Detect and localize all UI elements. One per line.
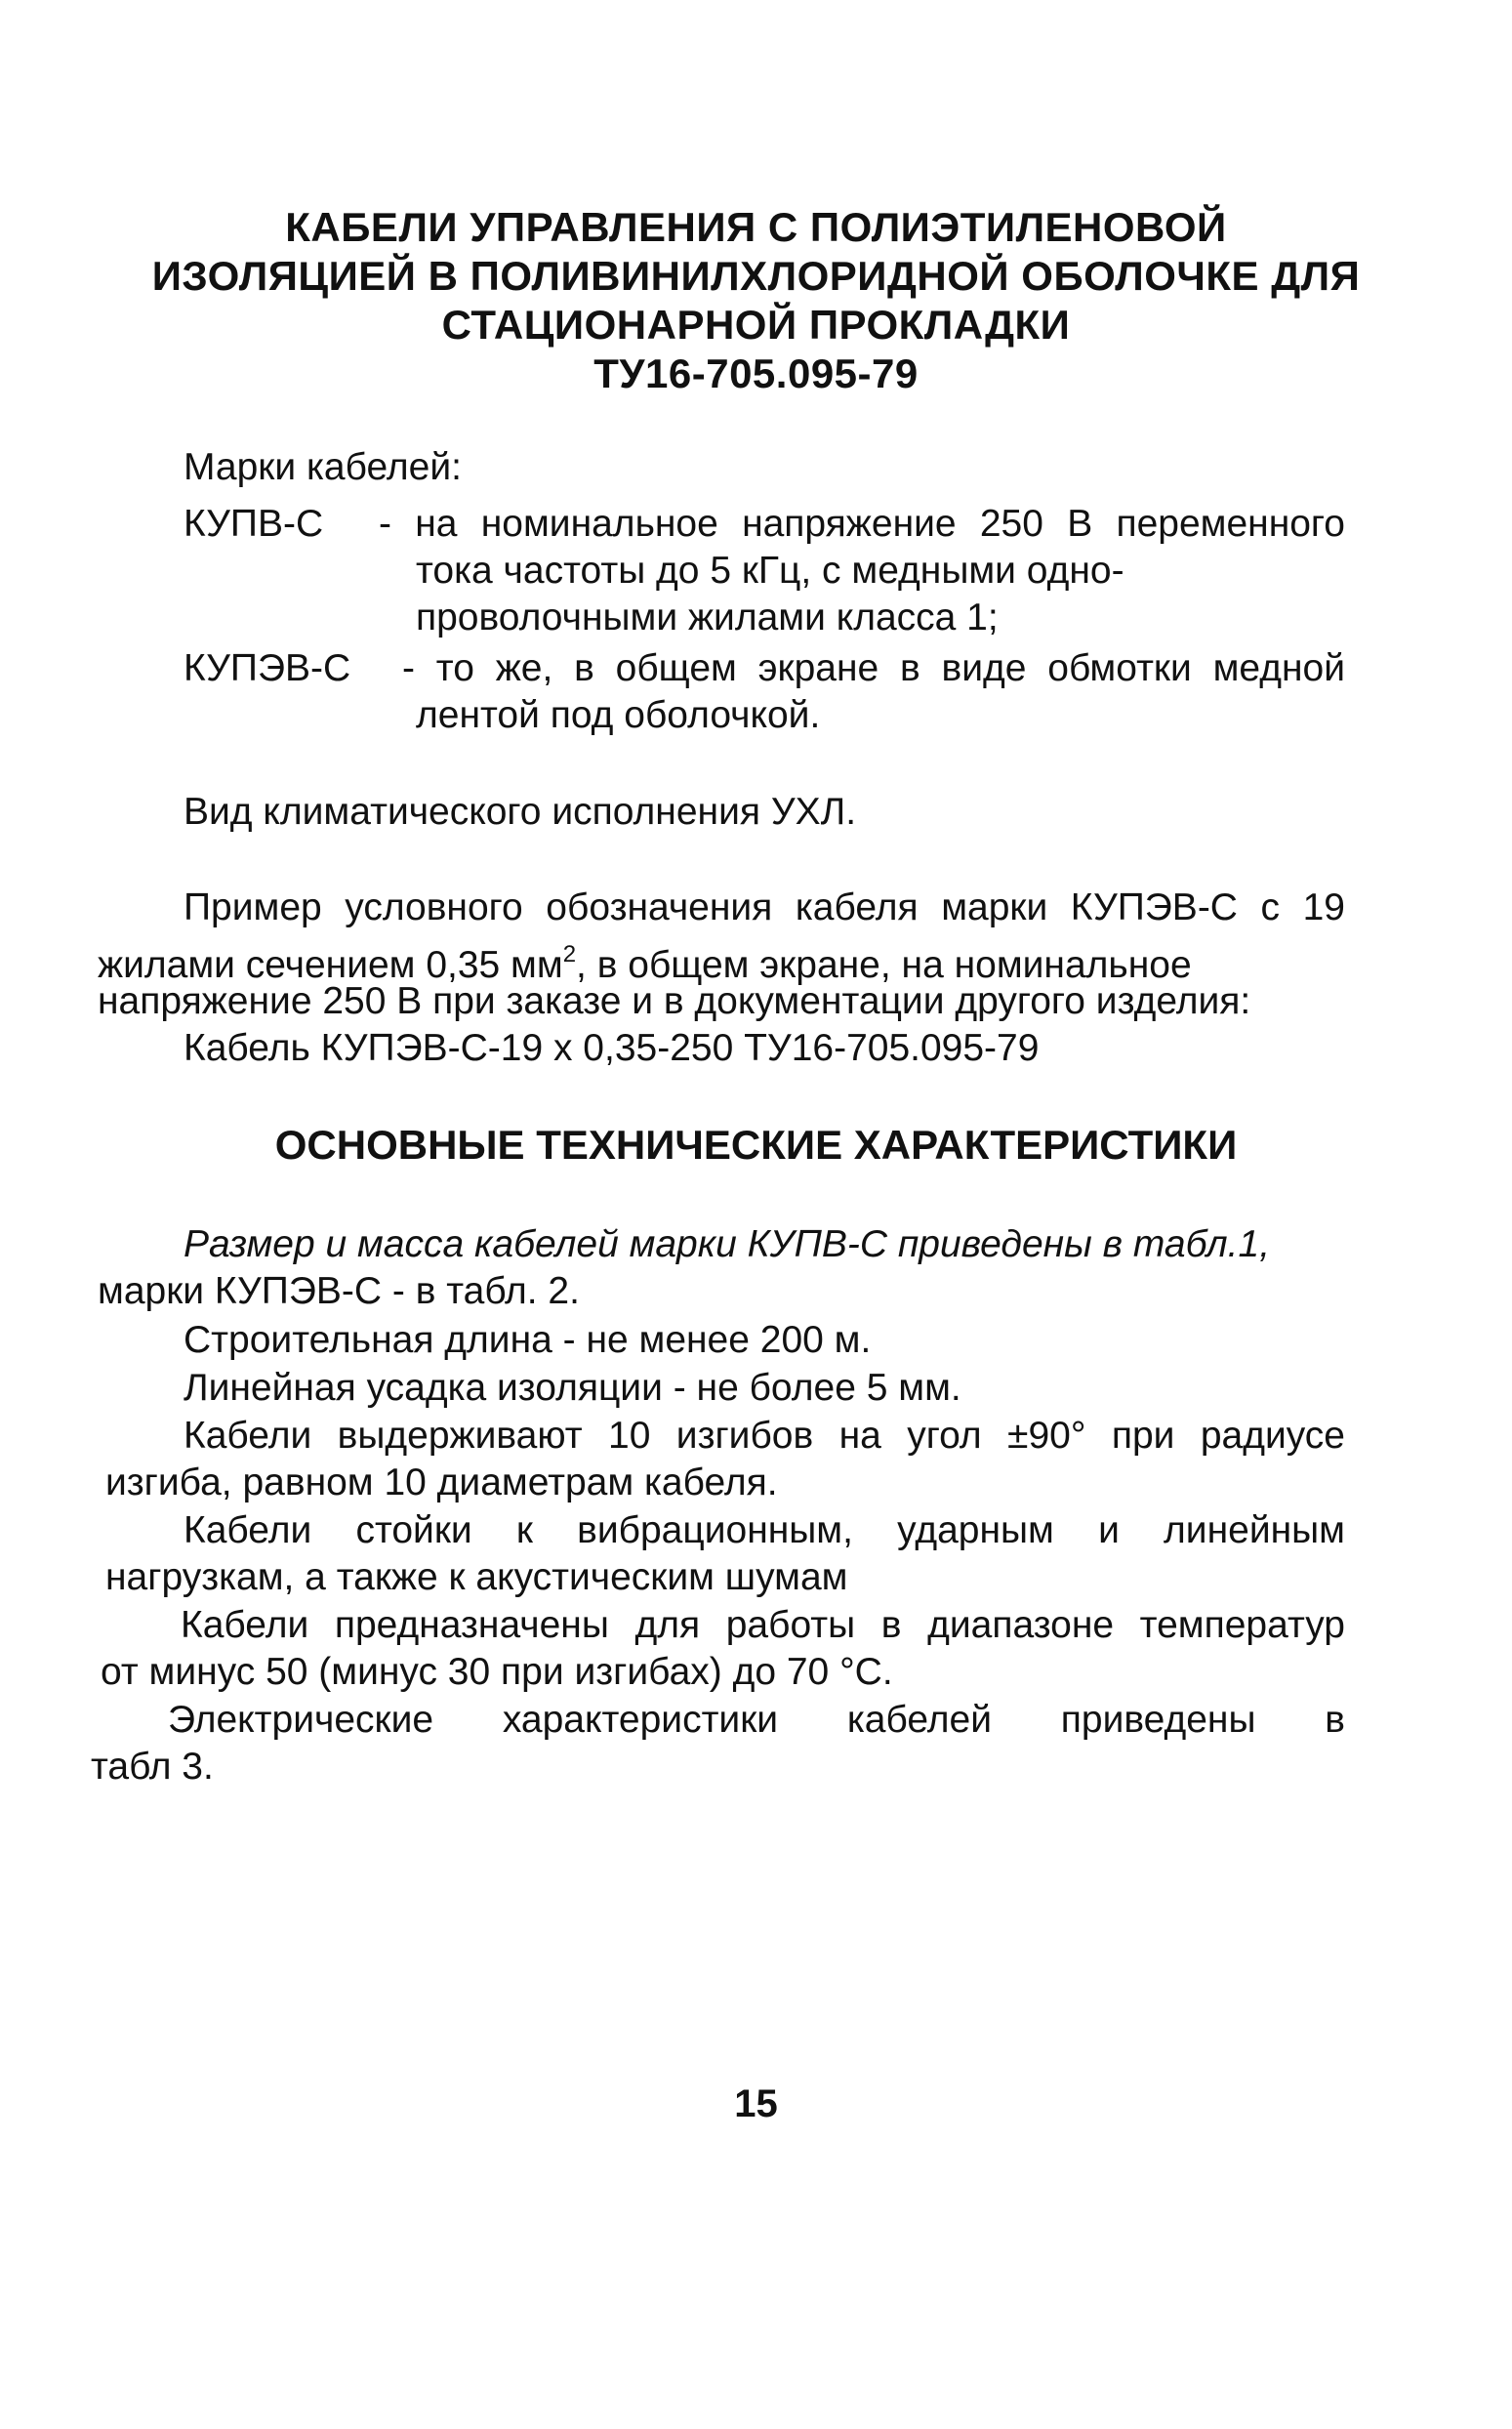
section-heading: ОСНОВНЫЕ ТЕХНИЧЕСКИЕ ХАРАКТЕРИСТИКИ (274, 1122, 1238, 1168)
brand-description-line: тока частоты до 5 кГц, с медными одно- (416, 550, 1124, 592)
example-line: напряжение 250 В при заказе и в документации другого изделия: (98, 980, 1251, 1022)
spec-line: Строительная длина - не менее 200 м. (184, 1319, 872, 1361)
spec-line: изгиба, равном 10 диаметрам кабеля. (105, 1462, 778, 1503)
title-line: ИЗОЛЯЦИЕЙ В ПОЛИВИНИЛХЛОРИДНОЙ ОБОЛОЧКЕ ДЛЯ (151, 253, 1361, 299)
document-title (98, 203, 1414, 398)
unit-superscript: 2 (562, 941, 577, 967)
brand-description (402, 645, 1345, 739)
title-line: СТАЦИОНАРНОЙ ПРОКЛАДКИ (441, 302, 1071, 348)
spec-line: Кабели предназначены для работы в диапазоне температур (181, 1604, 1345, 1646)
example-line: Пример условного обозначения кабеля марки КУПЭВ-С с 19 (184, 886, 1345, 928)
spec-line: марки КУПЭВ-С - в табл. 2. (98, 1270, 580, 1312)
spec-line: Кабели стойки к вибрационным, ударным и линейным (184, 1509, 1345, 1551)
spec-line: Кабели выдерживают 10 изгибов на угол ±90° при радиусе (184, 1415, 1345, 1457)
title-standard: ТУ16-705.095-79 (593, 350, 919, 396)
brand-description-line: лентой под оболочкой. (416, 694, 821, 736)
spec-line: Размер и масса кабелей марки КУПВ-С приведены в табл.1, (184, 1223, 1271, 1265)
brand-term: КУПВ-С (184, 503, 324, 545)
example-fragment: жилами сечением 0,35 мм (98, 944, 563, 986)
brand-description-line: проволочными жилами класса 1; (416, 597, 999, 638)
brand-description-line: - то же, в общем экране в виде обмотки медной (402, 647, 1345, 689)
climate-text: Вид климатического исполнения УХЛ. (184, 791, 857, 833)
page-number: 15 (734, 2082, 778, 2125)
spec-line: Линейная усадка изоляции - не более 5 мм. (184, 1367, 961, 1409)
example-fragment: , в общем экране, на номинальное (576, 944, 1192, 986)
spec-line: табл 3. (91, 1746, 214, 1788)
brand-term: КУПЭВ-С (184, 647, 351, 689)
title-line: КАБЕЛИ УПРАВЛЕНИЯ С ПОЛИЭТИЛЕНОВОЙ (285, 204, 1227, 250)
brands-label: Марки кабелей: (184, 446, 462, 488)
example-designation: Кабель КУПЭВ-С-19 х 0,35-250 ТУ16-705.095-79 (184, 1027, 1040, 1069)
spec-line: нагрузкам, а также к акустическим шумам (105, 1556, 848, 1598)
brand-description-line: - на номинальное напряжение 250 В переменного (379, 503, 1345, 545)
spec-line: от минус 50 (минус 30 при изгибах) до 70 °С. (101, 1651, 893, 1693)
spec-line: Электрические характеристики кабелей приведены в (168, 1699, 1345, 1741)
brand-description (379, 501, 1345, 641)
